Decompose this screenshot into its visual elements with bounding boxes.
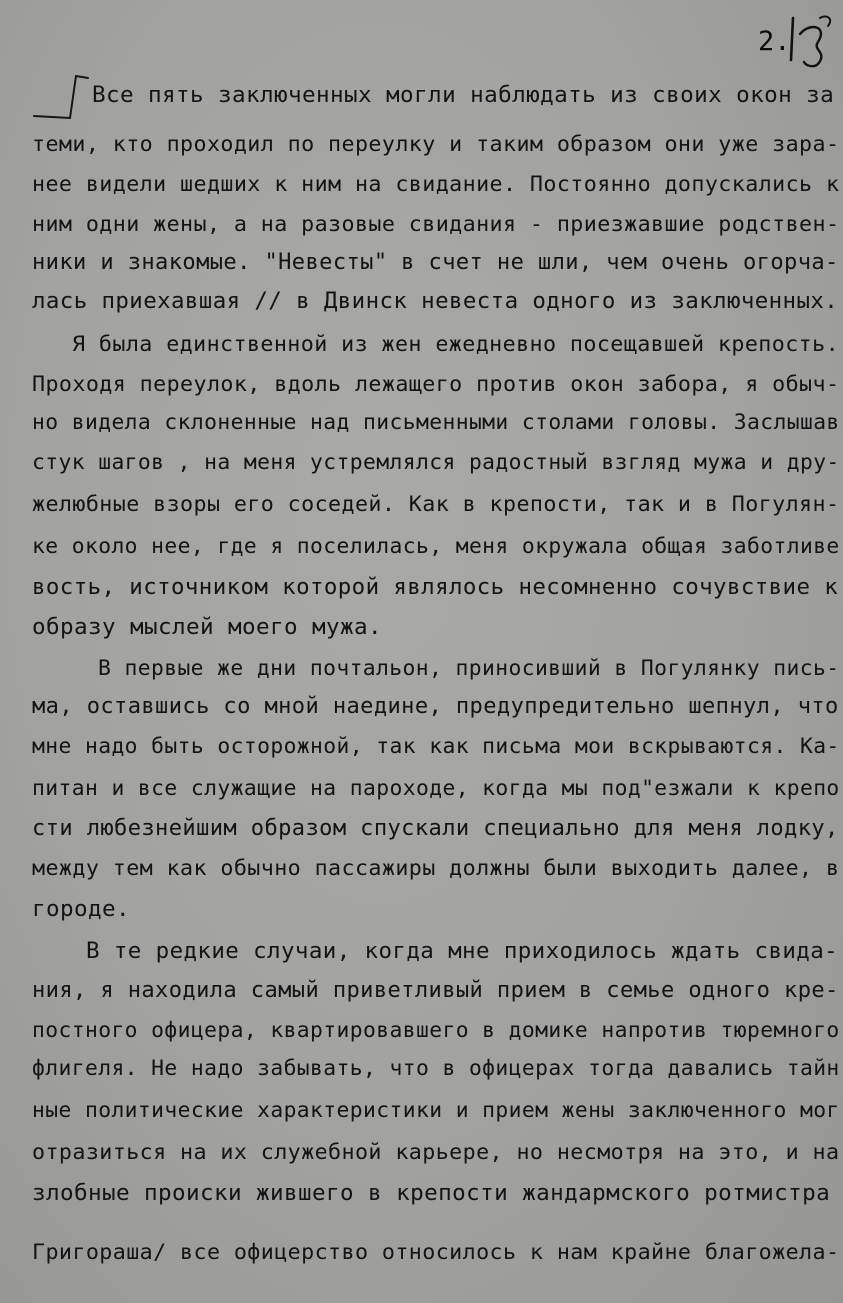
- text-line: мне надо быть осторожной, так как письма мои вскрываются. Ка-: [32, 734, 840, 759]
- text-line: Проходя переулок, вдоль лежащего против окон забора, я обыч-: [32, 372, 840, 397]
- text-line: лась приехавшая // в Двинск невеста одного из заключенных.: [32, 288, 839, 314]
- text-line: отразиться на их служебной карьере, но несмотря на это, и на: [32, 1140, 840, 1165]
- text-line: ные политические характеристики и прием жены заключенного мог: [32, 1098, 840, 1123]
- text-line: ники и знакомые. "Невесты" в счет не шли, чем очень огорча-: [32, 250, 839, 275]
- text-line: постного офицера, квартировавшего в домике напротив тюремного: [32, 1018, 840, 1043]
- text-line: ния, я находила самый приветливый прием в семье одного кре-: [32, 978, 839, 1003]
- text-line: ма, оставшись со мной наедине, предупредительно шепнул, что: [32, 694, 839, 719]
- text-line: между тем как обычно пассажиры должны были выходить далее, в: [32, 856, 840, 881]
- text-line: В те редкие случаи, когда мне приходилось ждать свида-: [86, 938, 839, 964]
- text-line: теми, кто проходил по переулку и таким образом они уже зара-: [32, 132, 840, 157]
- text-line: Все пять заключенных могли наблюдать из своих окон за: [92, 82, 835, 108]
- text-line: сти любезнейшим образом спускали специально для меня лодку,: [32, 816, 839, 841]
- text-line: образу мыслей моего мужа.: [32, 614, 383, 640]
- text-line: ке около нее, где я поселилась, меня окружала общая заботливе: [32, 534, 840, 559]
- text-line: питан и все служащие на пароходе, когда мы под"езжали к крепо: [32, 776, 840, 801]
- text-line: стук шагов , на меня устремлялся радостный взгляд мужа и дру-: [32, 450, 840, 475]
- text-line: Григораша/ все офицерство относилось к нам крайне благожела-: [32, 1240, 840, 1265]
- text-line: злобные происки жившего в крепости жандармского ротмистра: [32, 1180, 831, 1206]
- text-line: Я была единственной из жен ежедневно посещавшей крепость.: [72, 332, 840, 357]
- text-line: В первые же дни почтальон, приносивший в Погулянку пись-: [98, 656, 840, 681]
- text-line: вость, источником которой являлось несомненно сочувствие к: [32, 574, 839, 600]
- page-number-text: 2.: [758, 26, 791, 57]
- text-line: нее видели шедших к ним на свидание. Постоянно допускались к: [32, 172, 840, 197]
- text-line: ним одни жены, а на разовые свидания - приезжавшие родствен-: [32, 212, 840, 237]
- text-line: желюбные взоры его соседей. Как в крепости, так и в Погулян-: [32, 492, 840, 517]
- text-line: городе.: [32, 896, 131, 922]
- text-line: но видела склоненные над письменными столами головы. Заслышав: [32, 410, 840, 435]
- text-line: флигеля. Не надо забывать, что в офицерах тогда давались тайн: [32, 1056, 840, 1081]
